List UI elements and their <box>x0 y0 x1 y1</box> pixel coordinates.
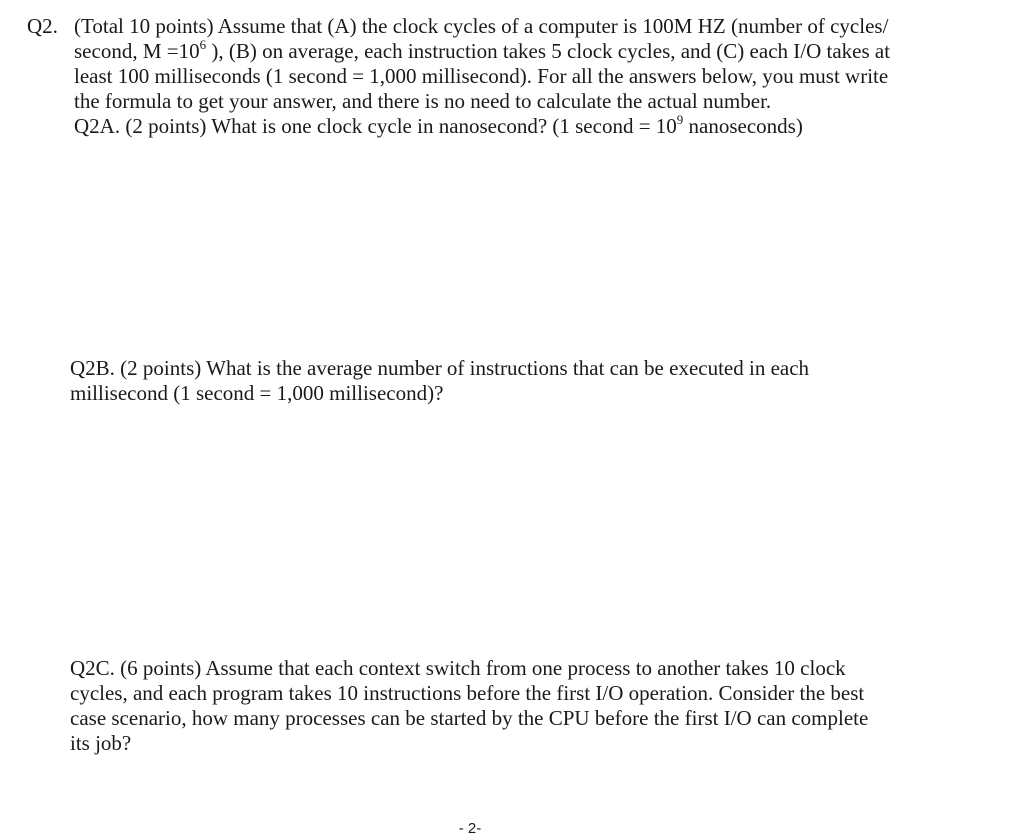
q2a-exponent: 9 <box>676 112 684 127</box>
q2b-line-2: millisecond (1 second = 1,000 millisecond)? <box>70 381 444 405</box>
intro-line-2-text: second, M =10 <box>74 39 200 63</box>
question-number: Q2. <box>27 14 58 38</box>
q2c-line-1: Q2C. (6 points) Assume that each context switch from one process to another takes 10 clock <box>70 656 846 680</box>
intro-line-3: least 100 milliseconds (1 second = 1,000 millisecond). For all the answers below, you must write <box>74 64 889 88</box>
q2a-text-rest: nanoseconds) <box>683 114 803 138</box>
intro-line-2-rest: ), (B) on average, each instruction takes 5 clock cycles, and (C) each I/O takes at <box>206 39 891 63</box>
intro-line-2 <box>74 39 890 63</box>
intro-exponent: 6 <box>199 37 207 52</box>
q2c-line-3: case scenario, how many processes can be started by the CPU before the first I/O can complete <box>70 706 869 730</box>
q2c-line-4: its job? <box>70 731 132 755</box>
page-number: - 2- <box>458 820 482 837</box>
q2b-line-1: Q2B. (2 points) What is the average number of instructions that can be executed in each <box>70 356 810 380</box>
q2a-line <box>74 114 803 138</box>
intro-line-1: (Total 10 points) Assume that (A) the clock cycles of a computer is 100M HZ (number of cycles/ <box>74 14 889 38</box>
intro-line-4: the formula to get your answer, and there is no need to calculate the actual number. <box>74 89 772 113</box>
q2a-text: Q2A. (2 points) What is one clock cycle in nanosecond? (1 second = 10 <box>74 114 677 138</box>
q2c-line-2: cycles, and each program takes 10 instructions before the first I/O operation. Consider the best <box>70 681 865 705</box>
